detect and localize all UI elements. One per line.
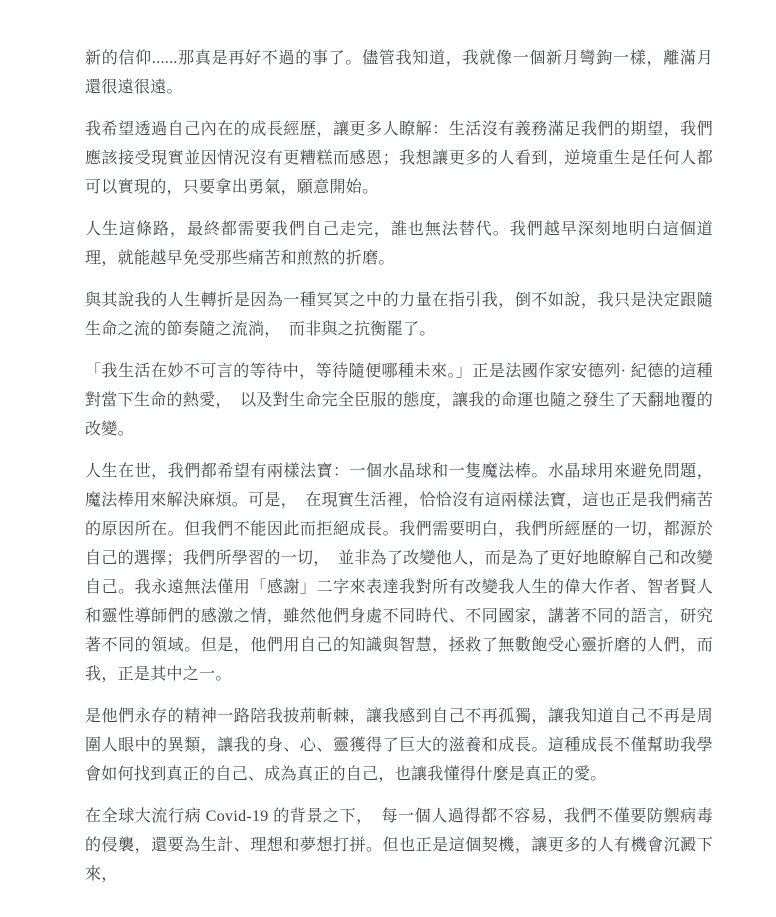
paragraph: 人生這條路，最終都需要我們自己走完，誰也無法替代。我們越早深刻地明白這個道理，就能越早免受那些痛苦和煎熬的折磨。: [85, 221, 713, 267]
paragraph: 我希望透過自己內在的成長經歷，讓更多人瞭解：生活沒有義務滿足我們的期望，我們應該接受現實並因情況沒有更糟糕而感恩；我想讓更多的人看到，逆境重生是任何人都可以實現的，只要拿出勇氣，願意開始。: [85, 121, 713, 196]
paragraph: 是他們永存的精神一路陪我披荊斬棘，讓我感到自己不再孤獨，讓我知道自己不再是周圍人眼中的異類，讓我的身、心、靈獲得了巨大的滋養和成長。這種成長不僅幫助我學會如何找到真正的自己、成為真正的自己，也讓我懂得什麼是真正的愛。: [85, 708, 713, 783]
paragraph: 新的信仰......那真是再好不過的事了。儘管我知道，我就像一個新月彎鉤一樣，離滿月還很遠很遠。: [85, 50, 713, 96]
paragraph: 在全球大流行病 Covid-19 的背景之下， 每一個人過得都不容易，我們不僅要防禦病毒的侵襲，還要為生計、理想和夢想打拼。但也正是這個契機，讓更多的人有機會沉澱下來，: [85, 808, 713, 883]
paragraph: 「我生活在妙不可言的等待中，等待隨便哪種未來。」正是法國作家安德列· 紀德的這種對當下生命的熱愛， 以及對生命完全臣服的態度，讓我的命運也隨之發生了天翻地覆的改變。: [85, 363, 713, 438]
paragraph: 人生在世，我們都希望有兩樣法寶：一個水晶球和一隻魔法棒。水晶球用來避免問題，魔法棒用來解決麻煩。可是， 在現實生活裡，恰恰沒有這兩樣法寶，這也正是我們痛苦的原因所在。但我們不能因此而拒絕成長。我們需要明白，我們所經歷的一切，都源於自己的選擇；我們所學習的一切， 並非為了改變他人，而是為了更好地瞭解自己和改變自己。我永遠無法僅用「感謝」二字來表達我對所有改變我人生的偉大作者、智者賢人和靈性導師們的感激之情，雖然他們身處不同時代、不同國家，講著不同的語言，研究著不同的領域。但是，他們用自己的知識與智慧，拯救了無數飽受心靈折磨的人們，而我，正是其中之一。: [85, 463, 713, 683]
paragraph: 與其說我的人生轉折是因為一種冥冥之中的力量在指引我，倒不如說，我只是決定跟隨生命之流的節奏隨之流淌， 而非與之抗衡罷了。: [85, 292, 713, 338]
